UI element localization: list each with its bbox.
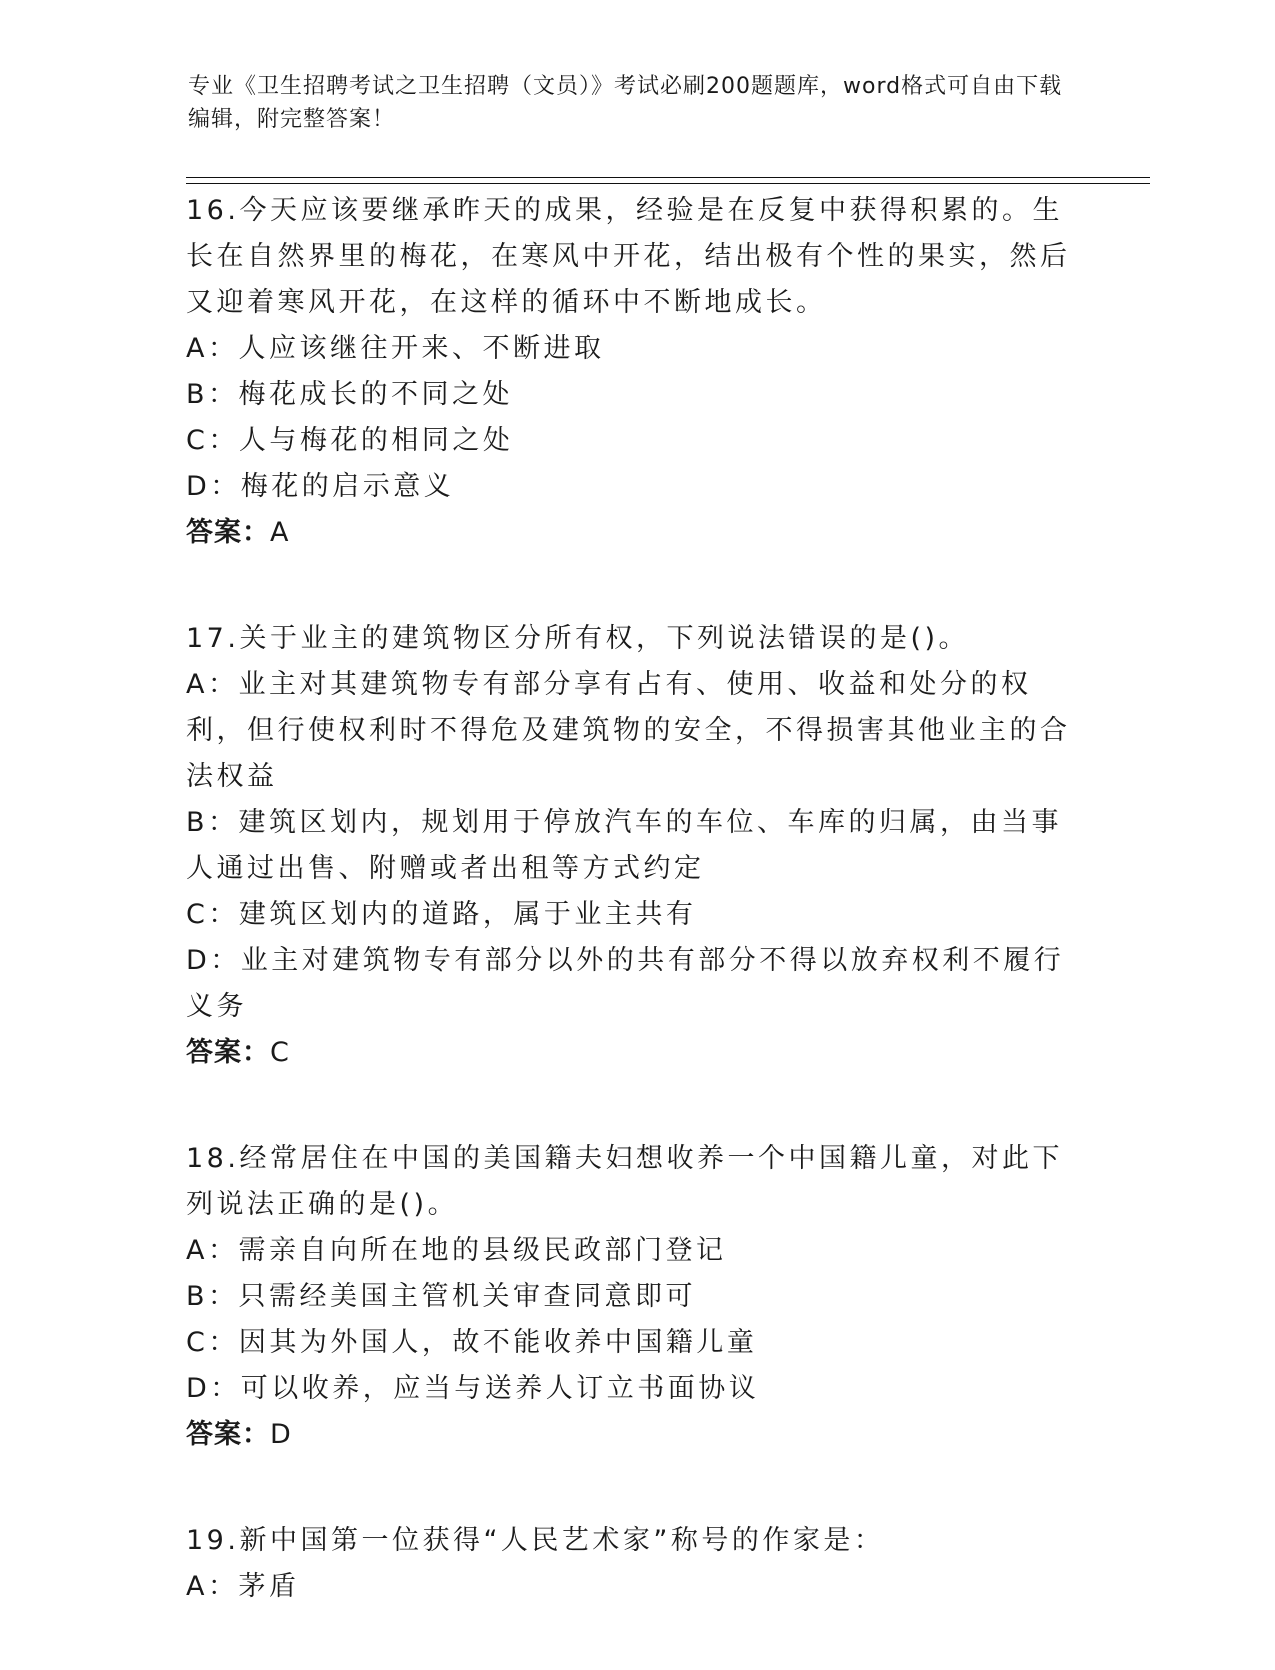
- question-stem: 19.新中国第一位获得“人民艺术家”称号的作家是：: [186, 1525, 885, 1556]
- answer-value: D: [270, 1419, 292, 1450]
- question-stem: 16.今天应该要继承昨天的成果，经验是在反复中获得积累的。生长在自然界里的梅花，在寒风中开花，结出极有个性的果实，然后又迎着寒风开花，在这样的循环中不断地成长。: [186, 195, 1071, 318]
- header-rule-bottom: [186, 183, 1150, 184]
- answer-label: 答案：: [186, 1037, 270, 1068]
- document-header: 专业《卫生招聘考试之卫生招聘（文员）》考试必刷200题题库，word格式可自由下载编辑，附完整答案！: [188, 74, 1063, 132]
- option-a: A：人应该继往开来、不断进取: [186, 333, 605, 364]
- answer-line: [186, 1030, 1076, 1076]
- answer-value: C: [270, 1037, 290, 1068]
- answer-label: 答案：: [186, 1419, 270, 1450]
- answer-line: [186, 510, 1076, 556]
- question-stem: 17.关于业主的建筑物区分所有权，下列说法错误的是()。: [186, 623, 970, 654]
- question-19: [186, 1518, 1076, 1610]
- option-c: C：人与梅花的相同之处: [186, 425, 514, 456]
- question-17: [186, 616, 1076, 1076]
- option-a: A：茅盾: [186, 1571, 300, 1602]
- option-d: D：可以收养，应当与送养人订立书面协议: [186, 1373, 760, 1404]
- option-a: A：业主对其建筑物专有部分享有占有、使用、收益和处分的权利，但行使权利时不得危及建筑物的安全，不得损害其他业主的合法权益: [186, 669, 1071, 792]
- option-d: D：业主对建筑物专有部分以外的共有部分不得以放弃权利不履行义务: [186, 945, 1065, 1022]
- answer-value: A: [270, 517, 290, 548]
- answer-label: 答案：: [186, 517, 270, 548]
- header-rule-top: [186, 177, 1150, 178]
- question-stem: 18.经常居住在中国的美国籍夫妇想收养一个中国籍儿童，对此下列说法正确的是()。: [186, 1143, 1063, 1220]
- question-list: [186, 188, 1076, 1670]
- option-b: B：梅花成长的不同之处: [186, 379, 514, 410]
- option-c: C：因其为外国人，故不能收养中国籍儿童: [186, 1327, 758, 1358]
- question-18: [186, 1136, 1076, 1458]
- option-d: D：梅花的启示意义: [186, 471, 455, 502]
- option-b: B：只需经美国主管机关审查同意即可: [186, 1281, 697, 1312]
- question-16: [186, 188, 1076, 556]
- option-b: B：建筑区划内，规划用于停放汽车的车位、车库的归属，由当事人通过出售、附赠或者出租等方式约定: [186, 807, 1063, 884]
- option-a: A：需亲自向所在地的县级民政部门登记: [186, 1235, 727, 1266]
- option-c: C：建筑区划内的道路，属于业主共有: [186, 899, 697, 930]
- answer-line: [186, 1412, 1076, 1458]
